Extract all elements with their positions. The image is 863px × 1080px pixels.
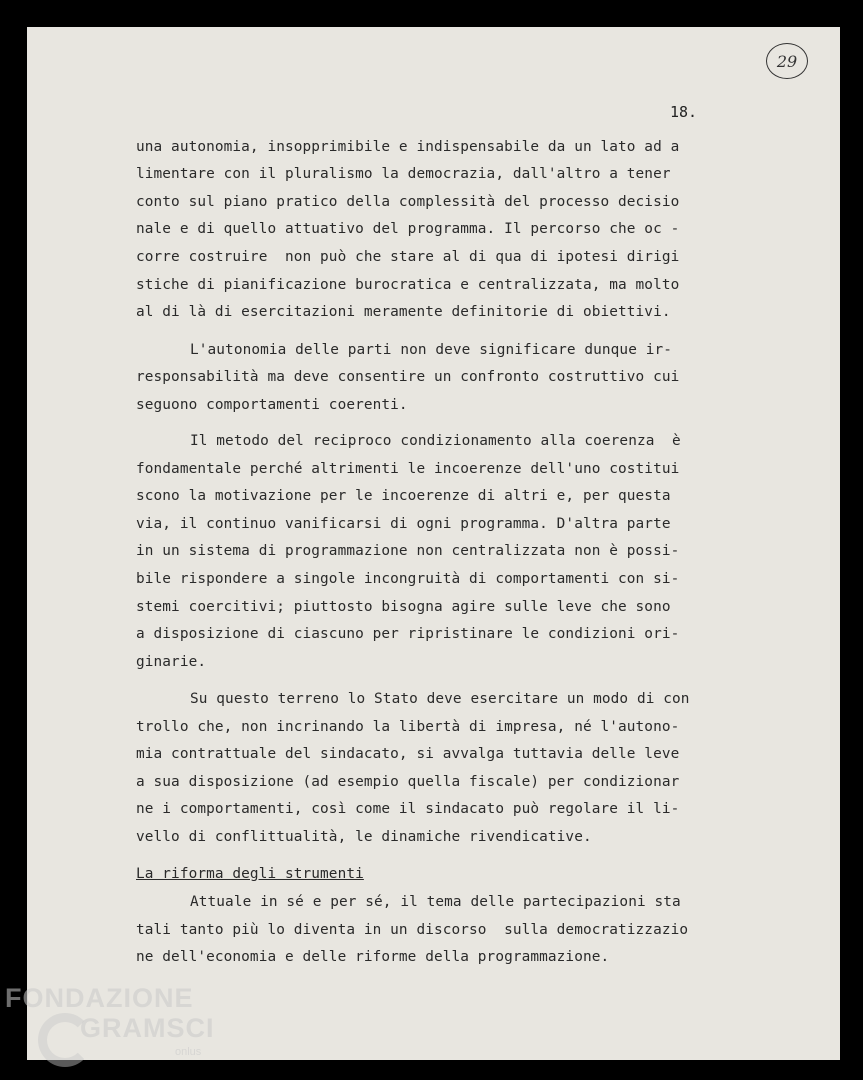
text-line: conto sul piano pratico della complessità del processo decisio bbox=[136, 194, 680, 210]
text-line: fondamentale perché altrimenti le incoerenze dell'uno costitui bbox=[136, 461, 680, 477]
watermark-line3: onlus bbox=[175, 1046, 202, 1058]
page-number: 18. bbox=[670, 103, 698, 121]
text-line: ginarie. bbox=[136, 654, 207, 670]
text-line: Su questo terreno lo Stato deve esercitare un modo di con bbox=[190, 691, 690, 707]
text-line: bile rispondere a singole incongruità di comportamenti con si- bbox=[136, 571, 680, 587]
watermark-line2: GRAMSCI bbox=[80, 1013, 215, 1043]
text-line: ne i comportamenti, così come il sindacato può regolare il li- bbox=[136, 801, 680, 817]
text-line: L'autonomia delle parti non deve significare dunque ir- bbox=[190, 342, 673, 358]
text-line: corre costruire non può che stare al di qua di ipotesi dirigi bbox=[136, 249, 680, 265]
text-line: vello di conflittualità, le dinamiche rivendicative. bbox=[136, 829, 592, 845]
archive-number-stamp: 29 bbox=[766, 43, 808, 79]
text-line: una autonomia, insopprimibile e indispensabile da un lato ad a bbox=[136, 139, 680, 155]
text-line: nale e di quello attuativo del programma. Il percorso che oc - bbox=[136, 221, 680, 237]
text-line: al di là di esercitazioni meramente definitorie di obiettivi. bbox=[136, 304, 671, 320]
text-line: seguono comportamenti coerenti. bbox=[136, 397, 408, 413]
text-line: a sua disposizione (ad esempio quella fiscale) per condizionar bbox=[136, 774, 680, 790]
text-line: mia contrattuale del sindacato, si avvalga tuttavia delle leve bbox=[136, 746, 680, 762]
text-line: tali tanto più lo diventa in un discorso sulla democratizzazio bbox=[136, 922, 689, 938]
text-line: Attuale in sé e per sé, il tema delle partecipazioni sta bbox=[190, 894, 681, 910]
text-line: responsabilità ma deve consentire un confronto costruttivo cui bbox=[136, 369, 680, 385]
text-line: a disposizione di ciascuno per ripristinare le condizioni ori- bbox=[136, 626, 680, 642]
text-line: via, il continuo vanificarsi di ogni programma. D'altra parte bbox=[136, 516, 671, 532]
text-line: scono la motivazione per le incoerenze di altri e, per questa bbox=[136, 488, 671, 504]
text-line: ne dell'economia e delle riforme della programmazione. bbox=[136, 949, 610, 965]
text-line: stemi coercitivi; piuttosto bisogna agire sulle leve che sono bbox=[136, 599, 671, 615]
text-line: Il metodo del reciproco condizionamento alla coerenza è bbox=[190, 433, 681, 449]
text-line: in un sistema di programmazione non centralizzata non è possi- bbox=[136, 543, 680, 559]
section-heading: La riforma degli strumenti bbox=[136, 866, 364, 882]
watermark bbox=[5, 983, 215, 1058]
text-line: stiche di pianificazione burocratica e centralizzata, ma molto bbox=[136, 277, 680, 293]
text-line: limentare con il pluralismo la democrazia, dall'altro a tener bbox=[136, 166, 671, 182]
watermark-line1: FONDAZIONE bbox=[5, 983, 194, 1013]
text-line: trollo che, non incrinando la libertà di impresa, né l'autono- bbox=[136, 719, 680, 735]
